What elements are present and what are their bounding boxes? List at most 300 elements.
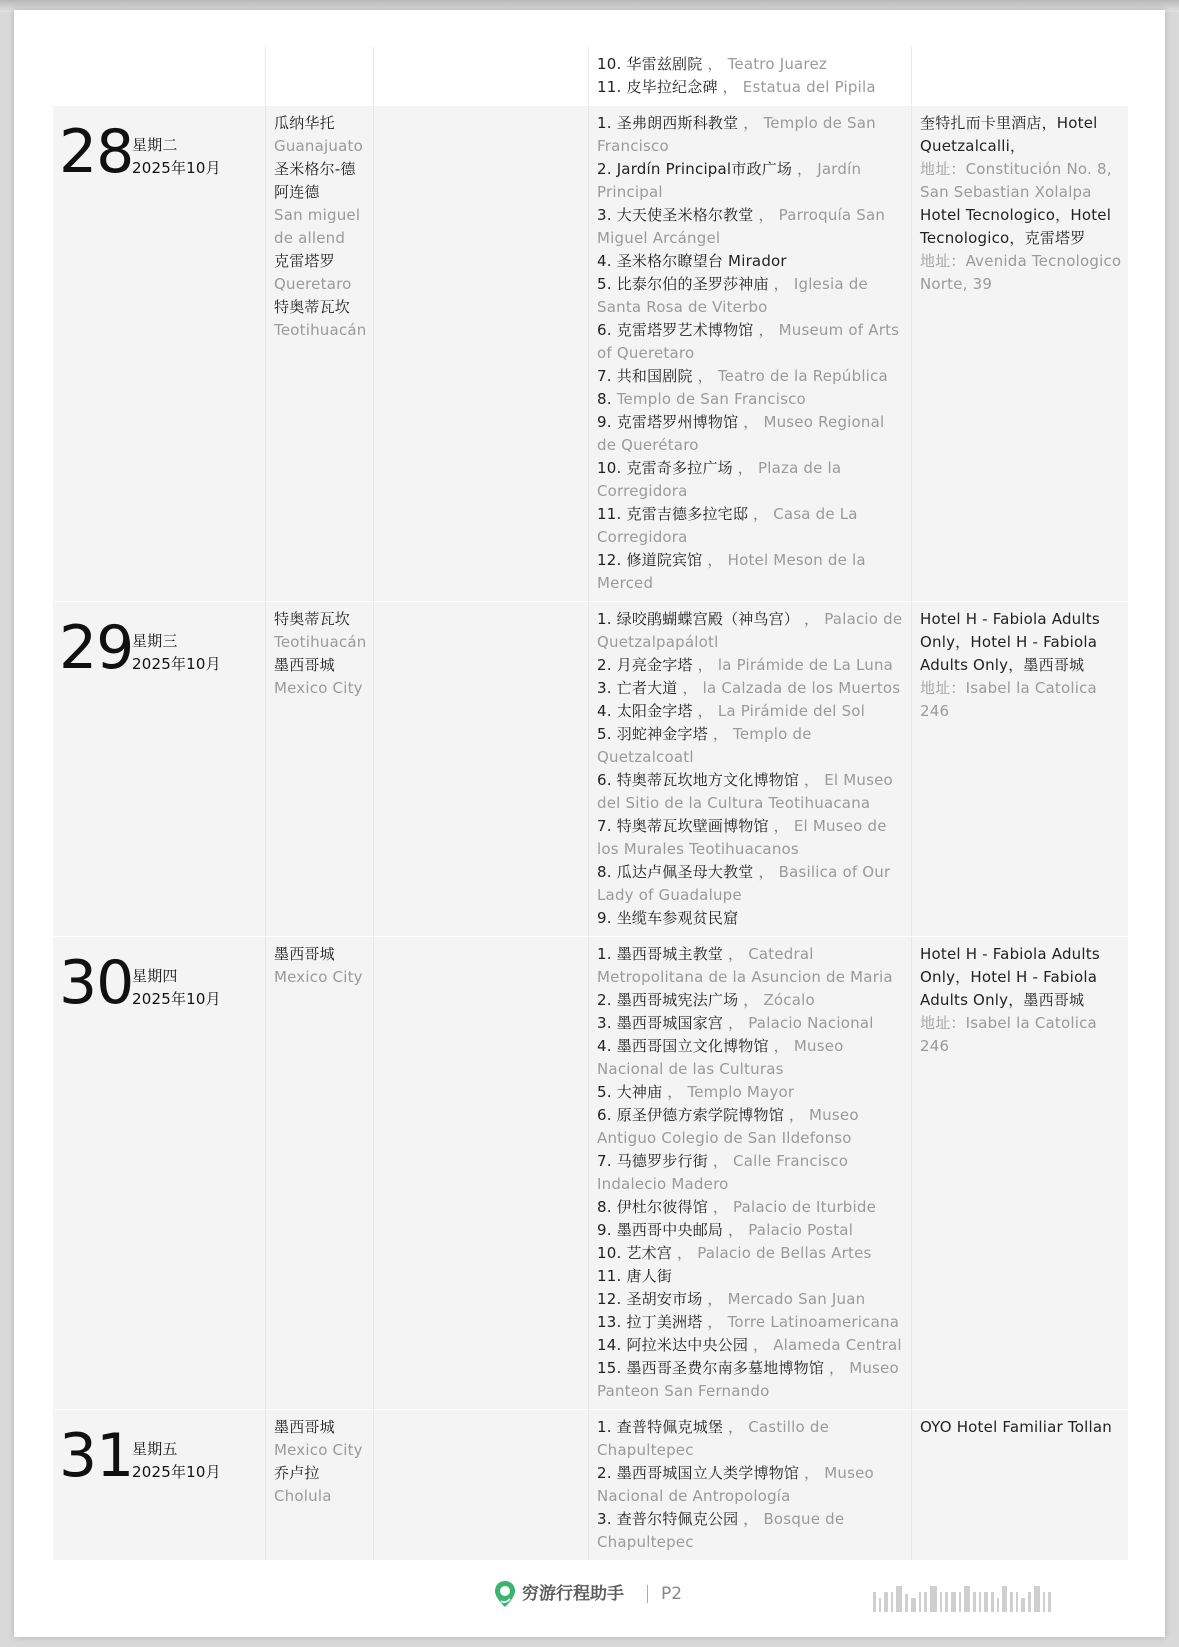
attraction-name-zh: 圣弗朗西斯科教堂 xyxy=(616,114,739,132)
hotel-address: 地址：Isabel la Catolica 246 xyxy=(920,1014,1097,1055)
attraction-name-zh: 墨西哥城主教堂 xyxy=(616,945,724,963)
attraction-name-zh: 修道院宾馆 xyxy=(626,551,703,569)
barcode-bar xyxy=(1028,1592,1031,1612)
separator: ， xyxy=(738,1510,764,1528)
day-number: 31 xyxy=(59,1421,134,1491)
attraction-item xyxy=(597,943,905,989)
separator: ， xyxy=(799,1464,825,1482)
attractions-cell xyxy=(588,602,911,936)
attraction-item xyxy=(597,1012,905,1035)
attraction-number: 4. xyxy=(597,252,612,270)
attraction-item xyxy=(597,700,905,723)
attraction-item xyxy=(597,861,905,907)
separator: ， xyxy=(799,771,825,789)
attraction-name-en: Templo de San Francisco xyxy=(597,114,876,155)
attraction-name-en: Museo Regional de Querétaro xyxy=(597,413,885,454)
barcode-bar xyxy=(940,1592,942,1612)
attraction-name-en: Alameda Central xyxy=(773,1336,902,1354)
attraction-item xyxy=(597,388,905,411)
attraction-number: 9. xyxy=(597,909,612,927)
city-name-zh: 特奥蒂瓦坎 xyxy=(274,298,351,316)
page-number: P2 xyxy=(661,1584,683,1604)
separator: ， xyxy=(707,1152,734,1170)
separator: ， xyxy=(738,114,764,132)
attraction-name-zh: 华雷兹剧院 xyxy=(626,55,703,73)
attraction-name-en: Jardín Principal xyxy=(597,160,862,201)
attraction-number: 2. xyxy=(597,1464,612,1482)
attraction-name-en: Casa de La Corregidora xyxy=(597,505,858,546)
barcode-bar xyxy=(873,1592,876,1612)
location-pin-icon xyxy=(494,1580,516,1608)
barcode-bar xyxy=(884,1592,888,1612)
attraction-name-en: Palacio de Quetzalpapálotl xyxy=(597,610,903,651)
attraction-number: 7. xyxy=(597,817,612,835)
attraction-name-en: Templo de San Francisco xyxy=(616,390,806,408)
attraction-number: 11. xyxy=(597,78,622,96)
attraction-name-zh: 伊杜尔彼得馆 xyxy=(616,1198,708,1216)
city-cell xyxy=(265,1410,373,1560)
city-name-zh: 瓜纳华托 xyxy=(274,114,335,132)
attraction-name-en: El Museo de los Murales Teotihuacanos xyxy=(597,817,887,858)
attraction-number: 4. xyxy=(597,1037,612,1055)
attraction-name-zh: 瓜达卢佩圣母大教堂 xyxy=(616,863,754,881)
date-cell xyxy=(53,47,265,105)
attraction-item xyxy=(597,769,905,815)
separator: ， xyxy=(753,321,779,339)
barcode-bar xyxy=(951,1592,956,1612)
separator: ， xyxy=(702,55,728,73)
barcode-bar xyxy=(1010,1592,1013,1612)
watermark-barcode xyxy=(873,1586,1054,1612)
separator: ， xyxy=(753,863,779,881)
attraction-name-en: Palacio de Bellas Artes xyxy=(697,1244,872,1262)
attraction-number: 3. xyxy=(597,1510,612,1528)
attraction-name-en: la Pirámide de La Luna xyxy=(717,656,894,674)
attraction-number: 9. xyxy=(597,413,612,431)
attraction-number: 8. xyxy=(597,863,612,881)
attraction-name-zh: 克雷奇多拉广场 xyxy=(626,459,733,477)
hotel-cell xyxy=(911,1410,1128,1560)
attraction-number: 8. xyxy=(597,1198,612,1216)
city-cell xyxy=(265,602,373,936)
separator: ， xyxy=(732,459,758,477)
hotel-address: 地址：Constitución No. 8, San Sebastian Xolalpa xyxy=(920,160,1112,201)
attraction-name-zh: 大天使圣米格尔教堂 xyxy=(616,206,754,224)
attraction-name-en: Iglesia de Santa Rosa de Viterbo xyxy=(597,275,868,316)
barcode-bar xyxy=(979,1592,981,1612)
attraction-name-zh: Jardín Principal市政广场 xyxy=(616,160,793,178)
separator: ， xyxy=(692,656,718,674)
attraction-item xyxy=(597,1508,905,1554)
separator: ， xyxy=(662,1083,688,1101)
attraction-number: 15. xyxy=(597,1359,622,1377)
attraction-name-zh: 原圣伊德方索学院博物馆 xyxy=(616,1106,784,1124)
attractions-cell xyxy=(588,937,911,1409)
hotel-name: Hotel H - Fabiola Adults Only，Hotel H - Fabiola Adults Only，墨西哥城 xyxy=(920,945,1100,1009)
barcode-bar xyxy=(891,1592,893,1612)
attraction-name-zh: 月亮金字塔 xyxy=(616,656,693,674)
separator: ， xyxy=(753,206,779,224)
hotel-cell xyxy=(911,47,1128,105)
separator: ， xyxy=(738,991,764,1009)
attraction-name-zh: 共和国剧院 xyxy=(616,367,693,385)
attraction-number: 1. xyxy=(597,945,612,963)
table-row xyxy=(53,602,1128,937)
attraction-name-zh: 特奥蒂瓦坎壁画博物馆 xyxy=(616,817,769,835)
separator: ， xyxy=(692,702,718,720)
hotel-address: 地址：Avenida Tecnologico Norte, 39 xyxy=(920,252,1122,293)
attraction-name-zh: 大神庙 xyxy=(616,1083,663,1101)
attraction-name-en: El Museo del Sitio de la Cultura Teotihuacana xyxy=(597,771,893,812)
barcode-bar xyxy=(997,1598,999,1612)
itinerary-table xyxy=(53,47,1128,1562)
attraction-name-zh: 克雷塔罗州博物馆 xyxy=(616,413,739,431)
separator: ， xyxy=(768,275,794,293)
date-cell xyxy=(53,937,265,1409)
attraction-name-zh: 绿咬鹃蝴蝶宫殿（神鸟宫） xyxy=(616,610,800,628)
attractions-cell xyxy=(588,1410,911,1560)
attraction-name-en: Templo Mayor xyxy=(687,1083,795,1101)
attraction-item xyxy=(597,1242,905,1265)
attraction-name-zh: 艺术宫 xyxy=(626,1244,673,1262)
attraction-item xyxy=(597,204,905,250)
attraction-item xyxy=(597,1104,905,1150)
barcode-bar xyxy=(905,1594,908,1612)
attraction-number: 14. xyxy=(597,1336,622,1354)
separator: ， xyxy=(723,945,749,963)
city-name-en: Mexico City xyxy=(274,1441,363,1459)
attraction-item xyxy=(597,677,905,700)
barcode-bar xyxy=(959,1592,961,1612)
city-name-zh: 克雷塔罗 xyxy=(274,252,335,270)
attraction-name-zh: 特奥蒂瓦坎地方文化博物馆 xyxy=(616,771,800,789)
day-number: 28 xyxy=(59,117,134,187)
attraction-name-en: la Calzada de los Muertos xyxy=(702,679,901,697)
attraction-number: 1. xyxy=(597,610,612,628)
barcode-bar xyxy=(973,1592,976,1612)
attraction-item xyxy=(597,319,905,365)
attraction-name-en: Teatro de la República xyxy=(717,367,888,385)
attraction-item xyxy=(597,411,905,457)
weekday-label: 星期四 xyxy=(132,967,178,985)
hotel-name: Hotel Tecnologico，Hotel Tecnologico，克雷塔罗 xyxy=(920,206,1112,247)
city-cell xyxy=(265,106,373,601)
separator: ， xyxy=(748,1336,774,1354)
month-label: 2025年10月 xyxy=(132,990,221,1008)
attraction-number: 13. xyxy=(597,1313,622,1331)
attraction-number: 12. xyxy=(597,1290,622,1308)
separator: ， xyxy=(672,1244,698,1262)
city-cell xyxy=(265,47,373,105)
barcode-bar xyxy=(984,1592,988,1612)
month-label: 2025年10月 xyxy=(132,655,221,673)
attraction-number: 3. xyxy=(597,1014,612,1032)
attraction-item xyxy=(597,1035,905,1081)
city-name-en: Guanajuato xyxy=(274,137,363,155)
city-name-en: Teotihuacán xyxy=(274,321,367,339)
hotel-name: 奎特扎而卡里酒店，Hotel Quetzalcalli， xyxy=(920,114,1098,155)
separator: ， xyxy=(702,1290,728,1308)
transport-cell xyxy=(373,106,588,601)
attraction-name-zh: 比泰尔伯的圣罗莎神庙 xyxy=(616,275,769,293)
attraction-name-zh: 太阳金字塔 xyxy=(616,702,693,720)
date-cell xyxy=(53,106,265,601)
attraction-item xyxy=(597,815,905,861)
attraction-number: 4. xyxy=(597,702,612,720)
separator: ， xyxy=(707,725,734,743)
weekday-label: 星期五 xyxy=(132,1440,178,1458)
attraction-number: 12. xyxy=(597,551,622,569)
attraction-item xyxy=(597,1150,905,1196)
attraction-item xyxy=(597,457,905,503)
city-name-en: San miguel de allend xyxy=(274,206,361,247)
attraction-name-en: Museo Panteon San Fernando xyxy=(597,1359,899,1400)
city-name-en: Mexico City xyxy=(274,968,363,986)
attraction-name-en: Mercado San Juan xyxy=(727,1290,866,1308)
city-name-en: Queretaro xyxy=(274,275,352,293)
attraction-item xyxy=(597,1196,905,1219)
attraction-item xyxy=(597,1219,905,1242)
table-row xyxy=(53,106,1128,602)
attraction-name-zh: 墨西哥城国家宫 xyxy=(616,1014,724,1032)
attraction-name-zh: 墨西哥中央邮局 xyxy=(616,1221,724,1239)
attraction-number: 6. xyxy=(597,1106,612,1124)
city-name-zh: 墨西哥城 xyxy=(274,945,335,963)
attraction-item xyxy=(597,1334,905,1357)
attraction-item xyxy=(597,250,905,273)
separator: ， xyxy=(723,1418,749,1436)
separator: ， xyxy=(723,1014,749,1032)
month-label: 2025年10月 xyxy=(132,1463,221,1481)
barcode-bar xyxy=(911,1598,916,1612)
attraction-name-zh: 墨西哥国立文化博物馆 xyxy=(616,1037,769,1055)
weekday-label: 星期三 xyxy=(132,632,178,650)
date-cell xyxy=(53,1410,265,1560)
barcode-bar xyxy=(1048,1592,1051,1612)
city-name-zh: 墨西哥城 xyxy=(274,1418,335,1436)
separator: ， xyxy=(702,551,728,569)
barcode-bar xyxy=(919,1592,921,1612)
attraction-item xyxy=(597,549,905,595)
attraction-name-en: Templo de Quetzalcoatl xyxy=(597,725,812,766)
attraction-item xyxy=(597,1311,905,1334)
barcode-bar xyxy=(1002,1586,1007,1612)
weekday-label: 星期二 xyxy=(132,136,178,154)
attraction-number: 10. xyxy=(597,55,622,73)
barcode-bar xyxy=(1043,1592,1045,1612)
attraction-name-zh: 马德罗步行街 xyxy=(616,1152,708,1170)
attraction-name-zh: 皮毕拉纪念碑 xyxy=(626,78,718,96)
attraction-name-zh: 羽蛇神金字塔 xyxy=(616,725,708,743)
attraction-number: 1. xyxy=(597,114,612,132)
attraction-name-en: Plaza de la Corregidora xyxy=(597,459,842,500)
transport-cell xyxy=(373,602,588,936)
attraction-number: 10. xyxy=(597,1244,622,1262)
attraction-name-en: Basilica of Our Lady of Guadalupe xyxy=(597,863,891,904)
attraction-name-zh: 圣胡安市场 xyxy=(626,1290,703,1308)
attraction-name-en: Torre Latinoamericana xyxy=(727,1313,900,1331)
attraction-name-zh: 墨西哥圣费尔南多墓地博物馆 xyxy=(626,1359,825,1377)
attraction-item xyxy=(597,1288,905,1311)
separator: ， xyxy=(692,367,718,385)
barcode-bar xyxy=(896,1586,902,1612)
attraction-name-en: La Pirámide del Sol xyxy=(717,702,866,720)
attraction-item xyxy=(597,273,905,319)
separator: ， xyxy=(677,679,703,697)
hotel-name: Hotel H - Fabiola Adults Only，Hotel H - Fabiola Adults Only，墨西哥城 xyxy=(920,610,1100,674)
footer-divider xyxy=(647,1585,648,1603)
attraction-item xyxy=(597,608,905,654)
barcode-bar xyxy=(879,1598,881,1612)
hotel-name: OYO Hotel Familiar Tollan xyxy=(920,1418,1112,1436)
separator: ， xyxy=(783,1106,810,1124)
separator: ， xyxy=(748,505,774,523)
attraction-number: 11. xyxy=(597,505,622,523)
attraction-number: 7. xyxy=(597,367,612,385)
attraction-number: 1. xyxy=(597,1418,612,1436)
attraction-item xyxy=(597,1265,905,1288)
attraction-item xyxy=(597,907,905,930)
attraction-number: 8. xyxy=(597,390,612,408)
transport-cell xyxy=(373,1410,588,1560)
attraction-item xyxy=(597,53,905,76)
barcode-bar xyxy=(1021,1598,1025,1612)
city-cell xyxy=(265,937,373,1409)
barcode-bar xyxy=(1034,1586,1040,1612)
attraction-name-zh: 阿拉米达中央公园 xyxy=(626,1336,749,1354)
attraction-name-en: Parroquía San Miguel Arcángel xyxy=(597,206,886,247)
attraction-number: 3. xyxy=(597,206,612,224)
attraction-item xyxy=(597,723,905,769)
separator: ， xyxy=(799,610,825,628)
hotel-cell xyxy=(911,937,1128,1409)
city-name-zh: 圣米格尔-德阿连德 xyxy=(274,160,356,201)
attraction-name-en: Museo Nacional de las Culturas xyxy=(597,1037,844,1078)
separator: ， xyxy=(723,1221,749,1239)
attraction-item xyxy=(597,654,905,677)
attraction-item xyxy=(597,1416,905,1462)
attraction-name-zh: 圣米格尔瞭望台 Mirador xyxy=(616,252,787,270)
attraction-item xyxy=(597,112,905,158)
attraction-number: 5. xyxy=(597,1083,612,1101)
attraction-number: 6. xyxy=(597,771,612,789)
attraction-number: 10. xyxy=(597,459,622,477)
city-name-zh: 墨西哥城 xyxy=(274,656,335,674)
hotel-cell xyxy=(911,106,1128,601)
attractions-cell xyxy=(588,47,911,105)
barcode-bar xyxy=(945,1592,948,1612)
attraction-item xyxy=(597,365,905,388)
separator: ， xyxy=(702,1313,728,1331)
transport-cell xyxy=(373,47,588,105)
separator: ， xyxy=(707,1198,734,1216)
attraction-number: 3. xyxy=(597,679,612,697)
barcode-bar xyxy=(924,1592,927,1612)
day-number: 30 xyxy=(59,948,134,1018)
hotel-address: 地址：Isabel la Catolica 246 xyxy=(920,679,1097,720)
attraction-name-en: Palacio de Iturbide xyxy=(733,1198,877,1216)
attraction-name-en: Castillo de Chapultepec xyxy=(597,1418,829,1459)
day-number: 29 xyxy=(59,613,134,683)
table-row xyxy=(53,937,1128,1410)
attraction-number: 5. xyxy=(597,275,612,293)
attraction-name-en: Palacio Nacional xyxy=(748,1014,874,1032)
attraction-item xyxy=(597,1357,905,1403)
attraction-name-zh: 克雷吉德多拉宅邸 xyxy=(626,505,749,523)
attraction-number: 6. xyxy=(597,321,612,339)
barcode-bar xyxy=(964,1586,970,1612)
attraction-name-en: Hotel Meson de la Merced xyxy=(597,551,866,592)
separator: ， xyxy=(824,1359,850,1377)
city-name-en: Mexico City xyxy=(274,679,363,697)
attraction-item xyxy=(597,1081,905,1104)
attraction-name-en: Museo Antiguo Colegio de San Ildefonso xyxy=(597,1106,859,1147)
attraction-number: 2. xyxy=(597,991,612,1009)
attraction-name-en: Teatro Juarez xyxy=(727,55,827,73)
attraction-name-zh: 克雷塔罗艺术博物馆 xyxy=(616,321,754,339)
attraction-name-en: Zócalo xyxy=(763,991,815,1009)
attraction-number: 11. xyxy=(597,1267,622,1285)
attraction-item xyxy=(597,989,905,1012)
attraction-name-en: Catedral Metropolitana de la Asuncion de Maria xyxy=(597,945,893,986)
transport-cell xyxy=(373,937,588,1409)
attraction-name-en: Bosque de Chapultepec xyxy=(597,1510,845,1551)
attraction-name-en: Museum of Arts of Queretaro xyxy=(597,321,900,362)
attraction-name-zh: 墨西哥城宪法广场 xyxy=(616,991,739,1009)
attraction-item xyxy=(597,158,905,204)
city-name-zh: 特奥蒂瓦坎 xyxy=(274,610,351,628)
attraction-name-zh: 唐人街 xyxy=(626,1267,673,1285)
table-row xyxy=(53,47,1128,106)
month-label: 2025年10月 xyxy=(132,159,221,177)
table-row xyxy=(53,1410,1128,1561)
attraction-item xyxy=(597,503,905,549)
attraction-number: 7. xyxy=(597,1152,612,1170)
brand-name: 穷游行程助手 xyxy=(522,1584,624,1604)
attraction-name-en: Palacio Postal xyxy=(748,1221,854,1239)
separator: ， xyxy=(717,78,743,96)
city-name-en: Teotihuacán xyxy=(274,633,367,651)
attraction-name-en: Museo Nacional de Antropología xyxy=(597,1464,874,1505)
separator: ， xyxy=(738,413,764,431)
attraction-name-zh: 亡者大道 xyxy=(616,679,678,697)
barcode-bar xyxy=(991,1592,994,1612)
attraction-name-zh: 墨西哥城国立人类学博物馆 xyxy=(616,1464,800,1482)
attraction-name-zh: 坐缆车参观贫民窟 xyxy=(616,909,739,927)
attraction-item xyxy=(597,1462,905,1508)
city-name-en: Cholula xyxy=(274,1487,332,1505)
separator: ， xyxy=(768,817,794,835)
attraction-name-zh: 查普特佩克城堡 xyxy=(616,1418,724,1436)
date-cell xyxy=(53,602,265,936)
attraction-name-zh: 查普尔特佩克公园 xyxy=(616,1510,739,1528)
separator: ， xyxy=(768,1037,794,1055)
attraction-number: 5. xyxy=(597,725,612,743)
attraction-number: 9. xyxy=(597,1221,612,1239)
attraction-name-en: Calle Francisco Indalecio Madero xyxy=(597,1152,849,1193)
attractions-cell xyxy=(588,106,911,601)
barcode-bar xyxy=(1016,1592,1018,1612)
barcode-bar xyxy=(930,1586,937,1612)
attraction-name-zh: 拉丁美洲塔 xyxy=(626,1313,703,1331)
hotel-cell xyxy=(911,602,1128,936)
city-name-zh: 乔卢拉 xyxy=(274,1464,320,1482)
attraction-number: 2. xyxy=(597,160,612,178)
attraction-number: 2. xyxy=(597,656,612,674)
separator: ， xyxy=(792,160,818,178)
attraction-name-en: Estatua del Pipila xyxy=(742,78,876,96)
attraction-item xyxy=(597,76,905,99)
